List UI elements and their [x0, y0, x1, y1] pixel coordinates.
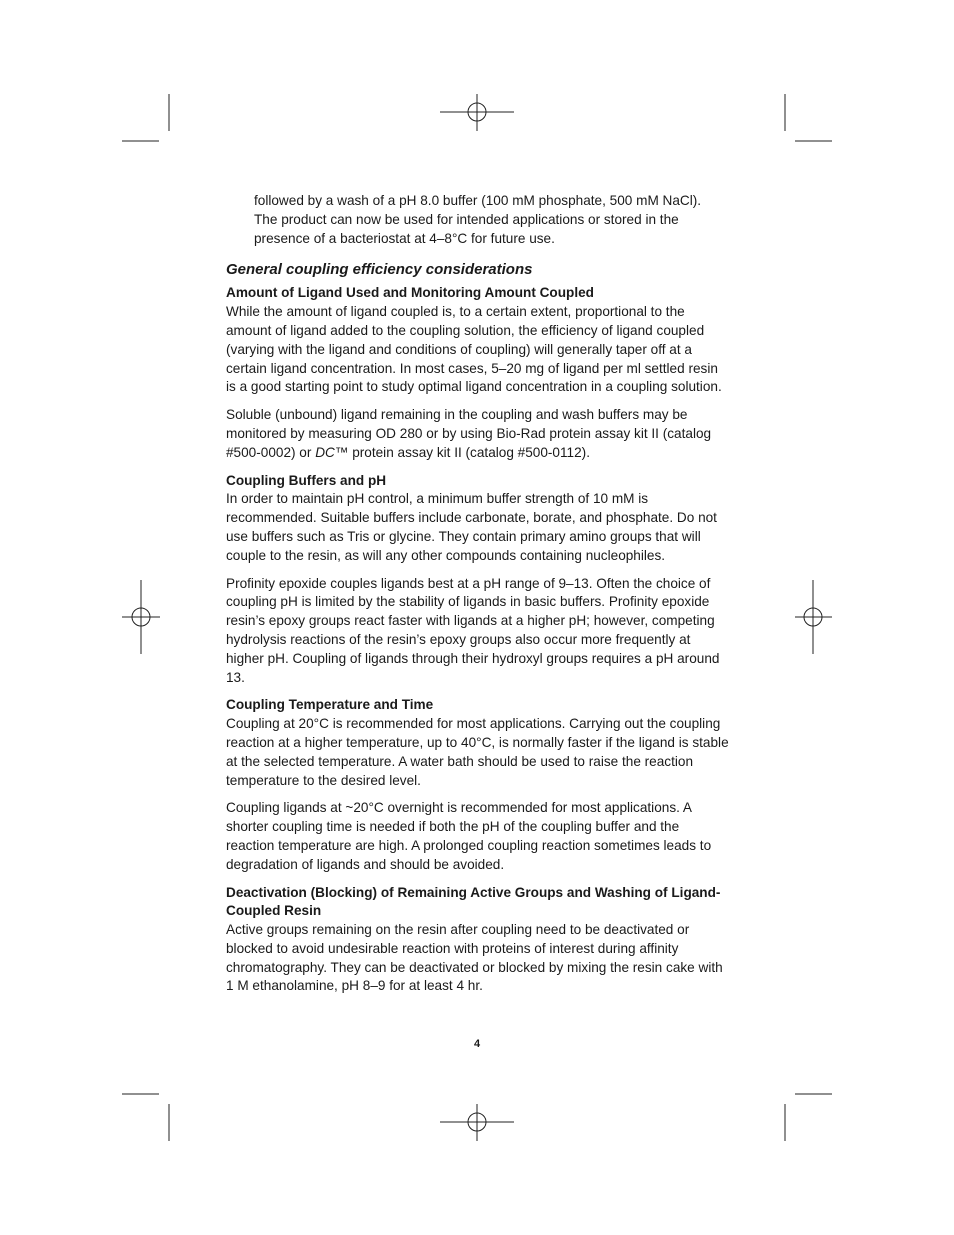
intro-line-3: presence of a bacteriostat at 4–8°C for future use.	[254, 230, 555, 246]
deactivation-heading: Deactivation (Blocking) of Remaining Active Groups and Washing of Ligand-Coupled Resin	[226, 884, 721, 919]
buffers-ph-heading: Coupling Buffers and pH	[226, 472, 387, 488]
deactivation-paragraph-1: Active groups remaining on the resin after coupling need to be deactivated or blocked to avoid undesirable reaction with proteins of interest during affinity chromatography. They can be deactivated or blocked by mixing the resin cake with 1 M ethanolamine, pH 8–9 for at least 4 hr.	[226, 922, 723, 994]
intro-line-1: followed by a wash of a pH 8.0 buffer (100 mM phosphate, 500 mM NaCl).	[254, 193, 702, 208]
page-number: 4	[473, 1038, 481, 1050]
temperature-time-heading: Coupling Temperature and Time	[226, 697, 434, 713]
intro-line-2: The product can now be used for intended applications or stored in the	[254, 211, 679, 227]
buffers-ph-paragraph-1: In order to maintain pH control, a minimum buffer strength of 10 mM is recommended. Suitable buffers include carbonate, borate, and phosphate. Do not use buffers such as Tris or glycine. They contain primary amino groups that will couple to the resin, as will any other compounds containing nucleophiles.	[226, 491, 717, 563]
page-content	[226, 192, 731, 996]
dc-trademark-italic: DC	[315, 444, 335, 460]
section-title: General coupling efficiency considerations	[226, 261, 533, 279]
temperature-time-paragraph-1: Coupling at 20°C is recommended for most applications. Carrying out the coupling reaction at a higher temperature, up to 40°C, is normally faster if the ligand is stable at the selected temperature. A water bath should be used to raise the reaction temperature to the desired level.	[226, 716, 729, 788]
paragraph-2-text-after: ™ protein assay kit II (catalog #500-0112).	[334, 444, 590, 460]
temperature-time-paragraph-2: Coupling ligands at ~20°C overnight is recommended for most applications. A shorter coupling time is needed if both the pH of the coupling buffer and the reaction temperature are high. A prolonged coupling reaction sometimes leads to degradation of ligands and should be avoided.	[226, 800, 712, 872]
ligand-amount-paragraph-2	[226, 406, 731, 462]
buffers-ph-paragraph-2: Profinity epoxide couples ligands best at a pH range of 9–13. Often the choice of coupling pH is limited by the stability of ligands in basic buffers. Profinity epoxide resin’s epoxy groups react faster with ligands at a higher pH; however, competing hydrolysis reactions of the resin’s epoxy groups also occur more frequently at higher pH. Coupling of ligands through their hydroxyl groups requires a pH around 13.	[226, 575, 720, 685]
paragraph-2-text-before: Soluble (unbound) ligand remaining in the coupling and wash buffers may be monitored by measuring OD 280 or by using Bio-Rad protein assay kit II (catalog #500-0002) or	[226, 407, 712, 460]
ligand-amount-heading: Amount of Ligand Used and Monitoring Amount Coupled	[226, 285, 594, 301]
ligand-amount-paragraph-1: While the amount of ligand coupled is, to a certain extent, proportional to the amount of ligand added to the coupling solution, the efficiency of ligand coupled (varying with the ligand and conditions of coupling) will generally taper off at a certain ligand concentration. In most cases, 5–20 mg of ligand per ml settled resin is a good starting point to study optimal ligand concentration in a coupling solution.	[226, 304, 722, 395]
